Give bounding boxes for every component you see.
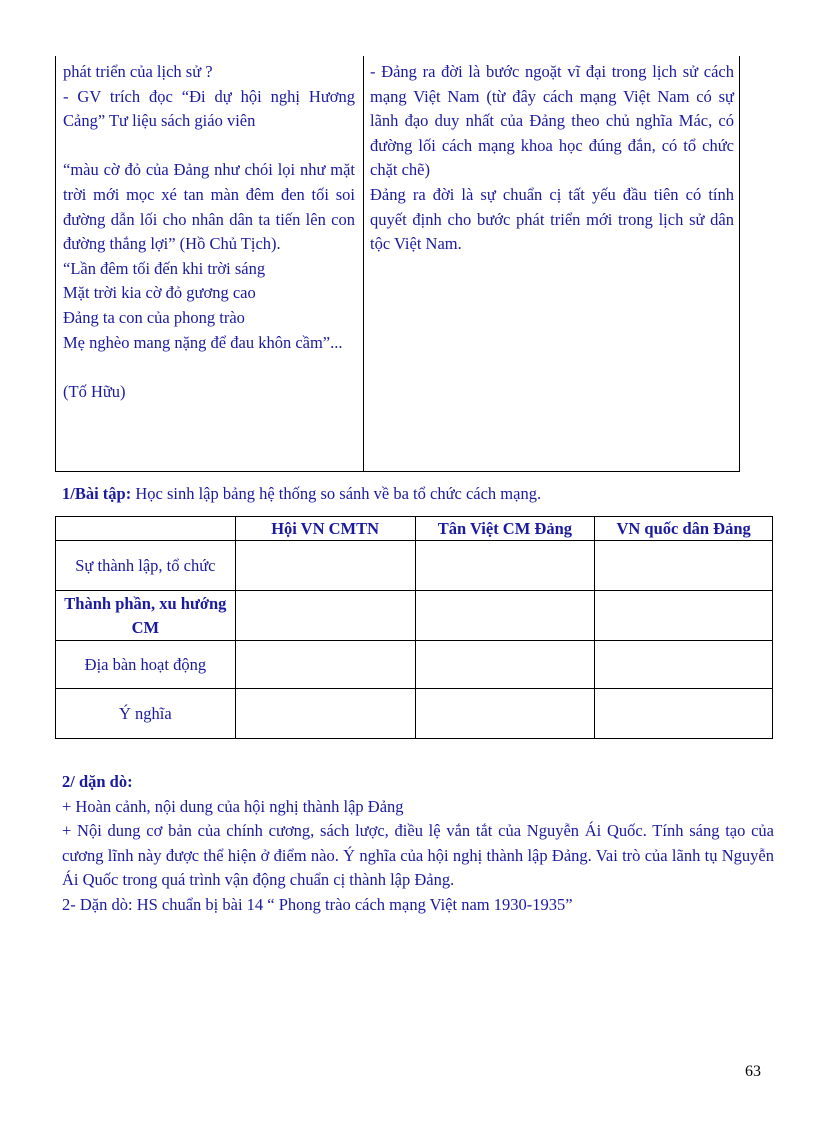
homework-line-2: 2- Dặn dò: HS chuẩn bị bài 14 “ Phong trào cách mạng Việt nam 1930-1935” — [62, 894, 573, 914]
row-label-composition: Thành phần, xu hướng CM — [56, 591, 236, 641]
left-line-0: phát triển của lịch sử ? — [63, 62, 213, 81]
homework-title: 2/ dặn dò: — [62, 772, 133, 791]
teacher-activity-column — [63, 60, 355, 404]
table-cell[interactable] — [235, 541, 415, 591]
poem-author: (Tố Hữu) — [63, 381, 126, 401]
page-number: 63 — [745, 1063, 761, 1080]
poem-line-2: Mặt trời kia cờ đỏ gương cao — [63, 283, 256, 303]
homework-line-1: + Nội dung cơ bản của chính cương, sách lược, điều lệ vắn tắt của Nguyễn Ái Quốc. Tính sáng tạo của cương lĩnh này được thể hiện ở điểm nào. Ý nghĩa của hội nghị thành lập Đảng. Vai trò của lãnh tụ Nguyễn Ái Quốc trong quá trình vận động chuẩn cị thành lập Đảng. — [62, 821, 774, 890]
table-cell[interactable] — [235, 591, 415, 641]
row-label-significance: Ý nghĩa — [56, 689, 236, 739]
table-cell[interactable] — [595, 591, 773, 641]
table-row — [56, 689, 773, 739]
table-cell[interactable] — [415, 541, 595, 591]
exercise-heading — [62, 484, 541, 504]
homework-section — [62, 770, 774, 918]
table-cell[interactable] — [415, 591, 595, 641]
header-hoi-vn-cmtn: Hội VN CMTN — [235, 517, 415, 541]
table-cell[interactable] — [415, 689, 595, 739]
poem-line-4: Mẹ nghèo mang nặng để đau khôn cầm”... — [63, 332, 343, 352]
table-cell[interactable] — [235, 641, 415, 689]
header-tan-viet: Tân Việt CM Đảng — [415, 517, 595, 541]
row-label-establishment: Sự thành lập, tổ chức — [56, 541, 236, 591]
table-header-row — [56, 517, 773, 541]
row-label-area: Địa bàn hoạt động — [56, 641, 236, 689]
left-line-1: - GV trích đọc “Đi dự hội nghị Hương Cảng” Tư liệu sách giáo viên — [63, 86, 355, 131]
table-row — [56, 541, 773, 591]
table-cell[interactable] — [595, 541, 773, 591]
column-divider — [363, 56, 364, 471]
right-paragraph-0: - Đảng ra đời là bước ngoặt vĩ đại trong lịch sử cách mạng Việt Nam (từ đây cách mạng Việt Nam có sự lãnh đạo duy nhất của Đảng theo chủ nghĩa Mác, có đường lối cách mạng khoa học đúng đắn, có tổ chức chặt chẽ) — [370, 62, 734, 180]
comparison-table — [55, 516, 773, 739]
table-row — [56, 591, 773, 641]
exercise-text: Học sinh lập bảng hệ thống so sánh về ba tổ chức cách mạng. — [131, 484, 542, 503]
continuation-table — [55, 56, 740, 472]
exercise-label: 1/Bài tập: — [62, 484, 132, 503]
left-line-2: “màu cờ đỏ của Đảng như chói lọi như mặt trời mới mọc xé tan màn đêm đen tối soi đường dẫn lối cho nhân dân ta tiến lên con đường thắng lợi” (Hồ Chủ Tịch). — [63, 160, 355, 254]
header-empty — [56, 517, 236, 541]
header-vn-quoc-dan-dang: VN quốc dân Đảng — [595, 517, 773, 541]
table-row — [56, 641, 773, 689]
right-paragraph-1: Đảng ra đời là sự chuẩn cị tất yếu đầu tiên có tính quyết định cho bước phát triển mới trong lịch sử dân tộc Việt Nam. — [370, 184, 734, 254]
table-cell[interactable] — [595, 689, 773, 739]
table-cell[interactable] — [415, 641, 595, 689]
content-column — [370, 60, 734, 257]
table-cell[interactable] — [235, 689, 415, 739]
poem-line-1: “Lần đêm tối đến khi trời sáng — [63, 258, 266, 278]
homework-line-0: + Hoàn cảnh, nội dung của hội nghị thành lập Đảng — [62, 796, 404, 816]
table-cell[interactable] — [595, 641, 773, 689]
poem-line-3: Đảng ta con của phong trào — [63, 307, 245, 327]
